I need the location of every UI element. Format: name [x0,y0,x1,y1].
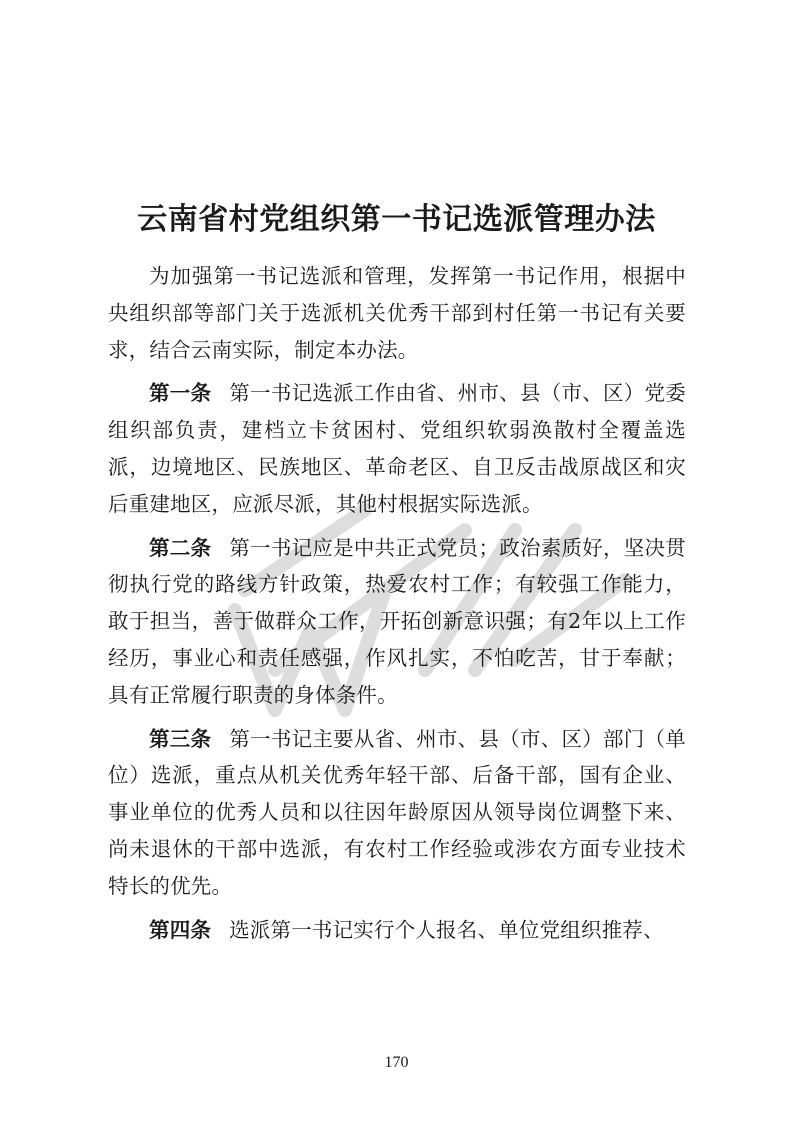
article-1-text: 第一书记选派工作由省、州市、县（市、区）党委组织部负责，建档立卡贫困村、党组织软弱涣散村全覆盖选派，边境地区、民族地区、革命老区、自卫反击战原战区和灾后重建地区，应派尽派，其他村根据实际选派。 [108,381,686,516]
article-4 [108,912,686,949]
article-3-label: 第三条 [149,726,212,751]
article-4-label: 第四条 [149,917,212,942]
article-1-label: 第一条 [149,381,212,406]
preamble-paragraph: 为加强第一书记选派和管理，发挥第一书记作用，根据中央组织部等部门关于选派机关优秀干部到村任第一书记有关要求，结合云南实际，制定本办法。 [108,264,686,362]
article-2 [108,530,686,714]
article-1 [108,375,686,522]
article-3 [108,721,686,905]
article-4-text: 选派第一书记实行个人报名、单位党组织推荐、 [229,917,664,942]
document-title: 云南省村党组织第一书记选派管理办法 [137,202,656,238]
article-2-label: 第二条 [149,535,212,560]
article-3-text: 第一书记主要从省、州市、县（市、区）部门（单位）选派，重点从机关优秀年轻干部、后备干部，国有企业、事业单位的优秀人员和以往因年龄原因从领导岗位调整下来、尚未退休的干部中选派，有农村工作经验或涉农方面专业技术特长的优先。 [108,726,686,898]
page-number: 170 [384,1054,409,1071]
document-body [108,258,686,948]
article-2-text: 第一书记应是中共正式党员；政治素质好，坚决贯彻执行党的路线方针政策，热爱农村工作；有较强工作能力，敢于担当，善于做群众工作，开拓创新意识强；有2年以上工作经历，事业心和责任感强，作风扎实，不怕吃苦，甘于奉献；具有正常履行职责的身体条件。 [108,535,686,707]
